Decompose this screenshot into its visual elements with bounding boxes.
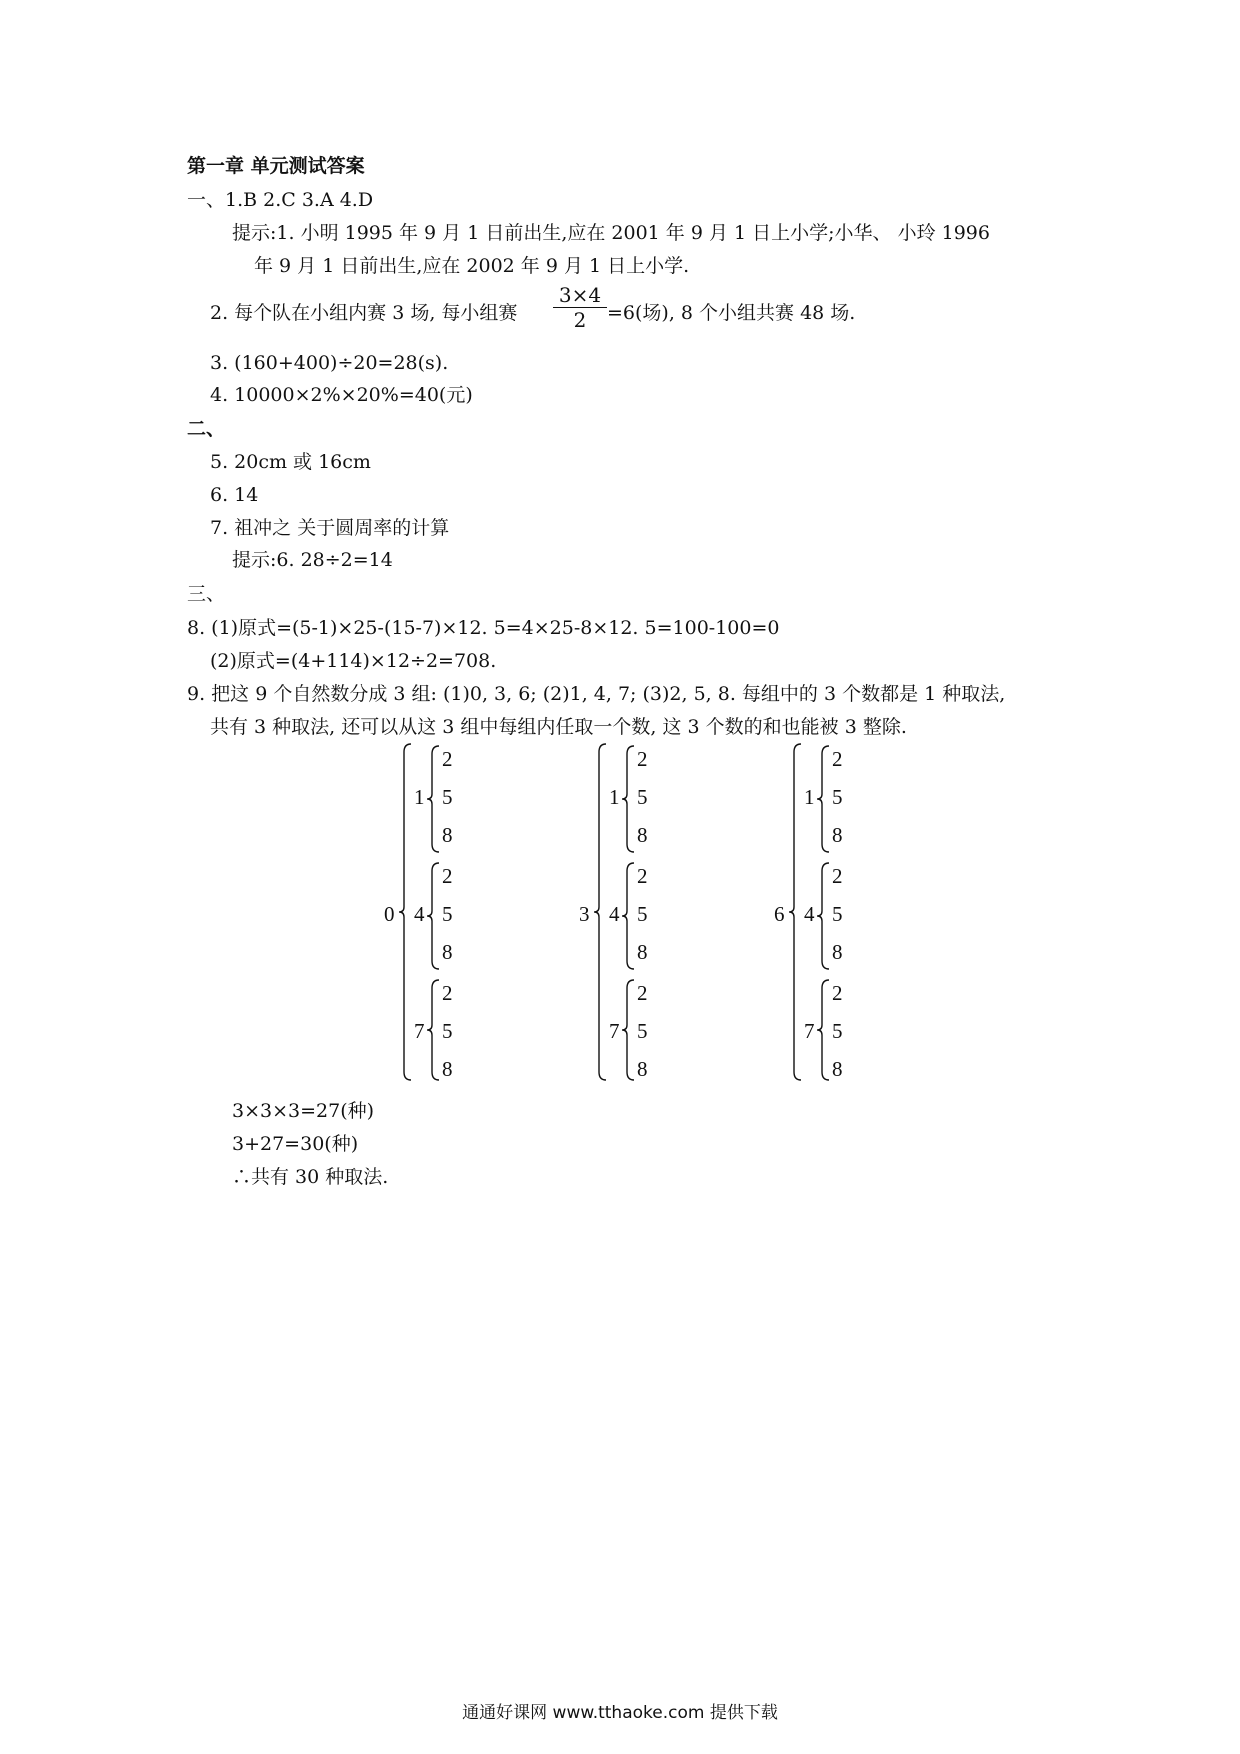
item8-line1: 8. (1)原式=(5-1)×25-(15-7)×12. 5=4×25-8×12. 5=100-100=0 bbox=[187, 617, 780, 639]
tree-diagram-3 bbox=[774, 742, 934, 1082]
tree-mid-4: 4 bbox=[609, 902, 620, 926]
tree-leaf: 5 bbox=[832, 1019, 843, 1043]
tree-leaf: 5 bbox=[637, 785, 648, 809]
tree-leaf: 5 bbox=[637, 1019, 648, 1043]
tree-mid-1: 1 bbox=[609, 785, 620, 809]
item7: 7. 祖冲之 关于圆周率的计算 bbox=[210, 517, 450, 539]
tree-brackets-1 bbox=[384, 742, 544, 1082]
tree-mid-4: 4 bbox=[804, 902, 815, 926]
tree-mid-1: 1 bbox=[414, 785, 425, 809]
fraction-numerator: 3×4 bbox=[558, 283, 602, 307]
tree-leaf: 2 bbox=[637, 864, 648, 888]
tree-brackets-3 bbox=[774, 742, 934, 1082]
tree-leaf: 8 bbox=[442, 823, 453, 847]
item5: 5. 20cm 或 16cm bbox=[210, 451, 371, 473]
tree-leaf: 5 bbox=[832, 902, 843, 926]
footer-credit: 通通好课网 www.tthaoke.com 提供下载 bbox=[462, 1703, 778, 1723]
brace-inner bbox=[622, 746, 634, 852]
item6: 6. 14 bbox=[210, 484, 259, 506]
brace-outer bbox=[399, 744, 411, 1080]
tree-brackets-2 bbox=[579, 742, 739, 1082]
tree-diagram-2 bbox=[579, 742, 739, 1082]
page-title: 第一章 单元测试答案 bbox=[187, 155, 365, 177]
brace-outer bbox=[594, 744, 606, 1080]
section3-label: 三、 bbox=[187, 583, 226, 605]
tree-leaf: 2 bbox=[442, 747, 453, 771]
tree-mid-7: 7 bbox=[609, 1019, 620, 1043]
tree-mid-4: 4 bbox=[414, 902, 425, 926]
item4: 4. 10000×2%×20%=40(元) bbox=[210, 384, 473, 406]
item3: 3. (160+400)÷20=28(s). bbox=[210, 352, 449, 374]
tree-leaf: 8 bbox=[442, 1057, 453, 1081]
tree-mid-1: 1 bbox=[804, 785, 815, 809]
calc2: 3+27=30(种) bbox=[232, 1133, 359, 1155]
tree-root: 3 bbox=[579, 902, 590, 926]
tree-leaf: 2 bbox=[637, 981, 648, 1005]
tree-root: 6 bbox=[774, 902, 785, 926]
section1-answers: 一、1.B 2.C 3.A 4.D bbox=[187, 189, 374, 211]
brace-inner bbox=[817, 980, 829, 1080]
item2-fraction bbox=[553, 283, 607, 332]
tree-leaf: 5 bbox=[442, 1019, 453, 1043]
tree-root: 0 bbox=[384, 902, 395, 926]
brace-inner bbox=[817, 746, 829, 852]
tree-leaf: 8 bbox=[832, 1057, 843, 1081]
brace-inner bbox=[427, 980, 439, 1080]
brace-inner bbox=[427, 863, 439, 969]
calc1: 3×3×3=27(种) bbox=[232, 1100, 375, 1122]
item2-text-before: 2. 每个队在小组内赛 3 场, 每小组赛 bbox=[210, 302, 518, 324]
tree-leaf: 8 bbox=[637, 823, 648, 847]
hint1-line2: 年 9 月 1 日前出生,应在 2002 年 9 月 1 日上小学. bbox=[254, 255, 690, 277]
brace-outer bbox=[789, 744, 801, 1080]
tree-leaf: 2 bbox=[637, 747, 648, 771]
brace-inner bbox=[622, 863, 634, 969]
item2-text-after: =6(场), 8 个小组共赛 48 场. bbox=[607, 302, 856, 324]
item9-line2: 共有 3 种取法, 还可以从这 3 组中每组内任取一个数, 这 3 个数的和也能被 3 整除. bbox=[210, 716, 907, 738]
tree-mid-7: 7 bbox=[804, 1019, 815, 1043]
brace-inner bbox=[427, 746, 439, 852]
fraction-denominator: 2 bbox=[573, 308, 587, 332]
conclusion: ∴共有 30 种取法. bbox=[232, 1166, 389, 1188]
tree-leaf: 8 bbox=[832, 940, 843, 964]
tree-diagram-1 bbox=[384, 742, 544, 1082]
tree-leaf: 8 bbox=[442, 940, 453, 964]
tree-leaf: 5 bbox=[442, 902, 453, 926]
tree-leaf: 2 bbox=[442, 864, 453, 888]
tree-leaf: 8 bbox=[637, 1057, 648, 1081]
tree-leaf: 2 bbox=[832, 864, 843, 888]
item8-line2: (2)原式=(4+114)×12÷2=708. bbox=[210, 650, 497, 672]
hint1-line1: 提示:1. 小明 1995 年 9 月 1 日前出生,应在 2001 年 9 月 1 日上小学;小华、 小玲 1996 bbox=[232, 222, 990, 244]
tree-leaf: 2 bbox=[832, 981, 843, 1005]
tree-leaf: 2 bbox=[442, 981, 453, 1005]
hint7: 提示:6. 28÷2=14 bbox=[232, 549, 393, 571]
brace-inner bbox=[622, 980, 634, 1080]
brace-inner bbox=[817, 863, 829, 969]
tree-mid-7: 7 bbox=[414, 1019, 425, 1043]
tree-leaf: 8 bbox=[832, 823, 843, 847]
tree-leaf: 2 bbox=[832, 747, 843, 771]
tree-leaf: 5 bbox=[442, 785, 453, 809]
tree-leaf: 8 bbox=[637, 940, 648, 964]
tree-leaf: 5 bbox=[637, 902, 648, 926]
section2-label: 二、 bbox=[187, 418, 226, 440]
tree-leaf: 5 bbox=[832, 785, 843, 809]
item9-line1: 9. 把这 9 个自然数分成 3 组: (1)0, 3, 6; (2)1, 4, 7; (3)2, 5, 8. 每组中的 3 个数都是 1 种取法, bbox=[187, 683, 1006, 705]
